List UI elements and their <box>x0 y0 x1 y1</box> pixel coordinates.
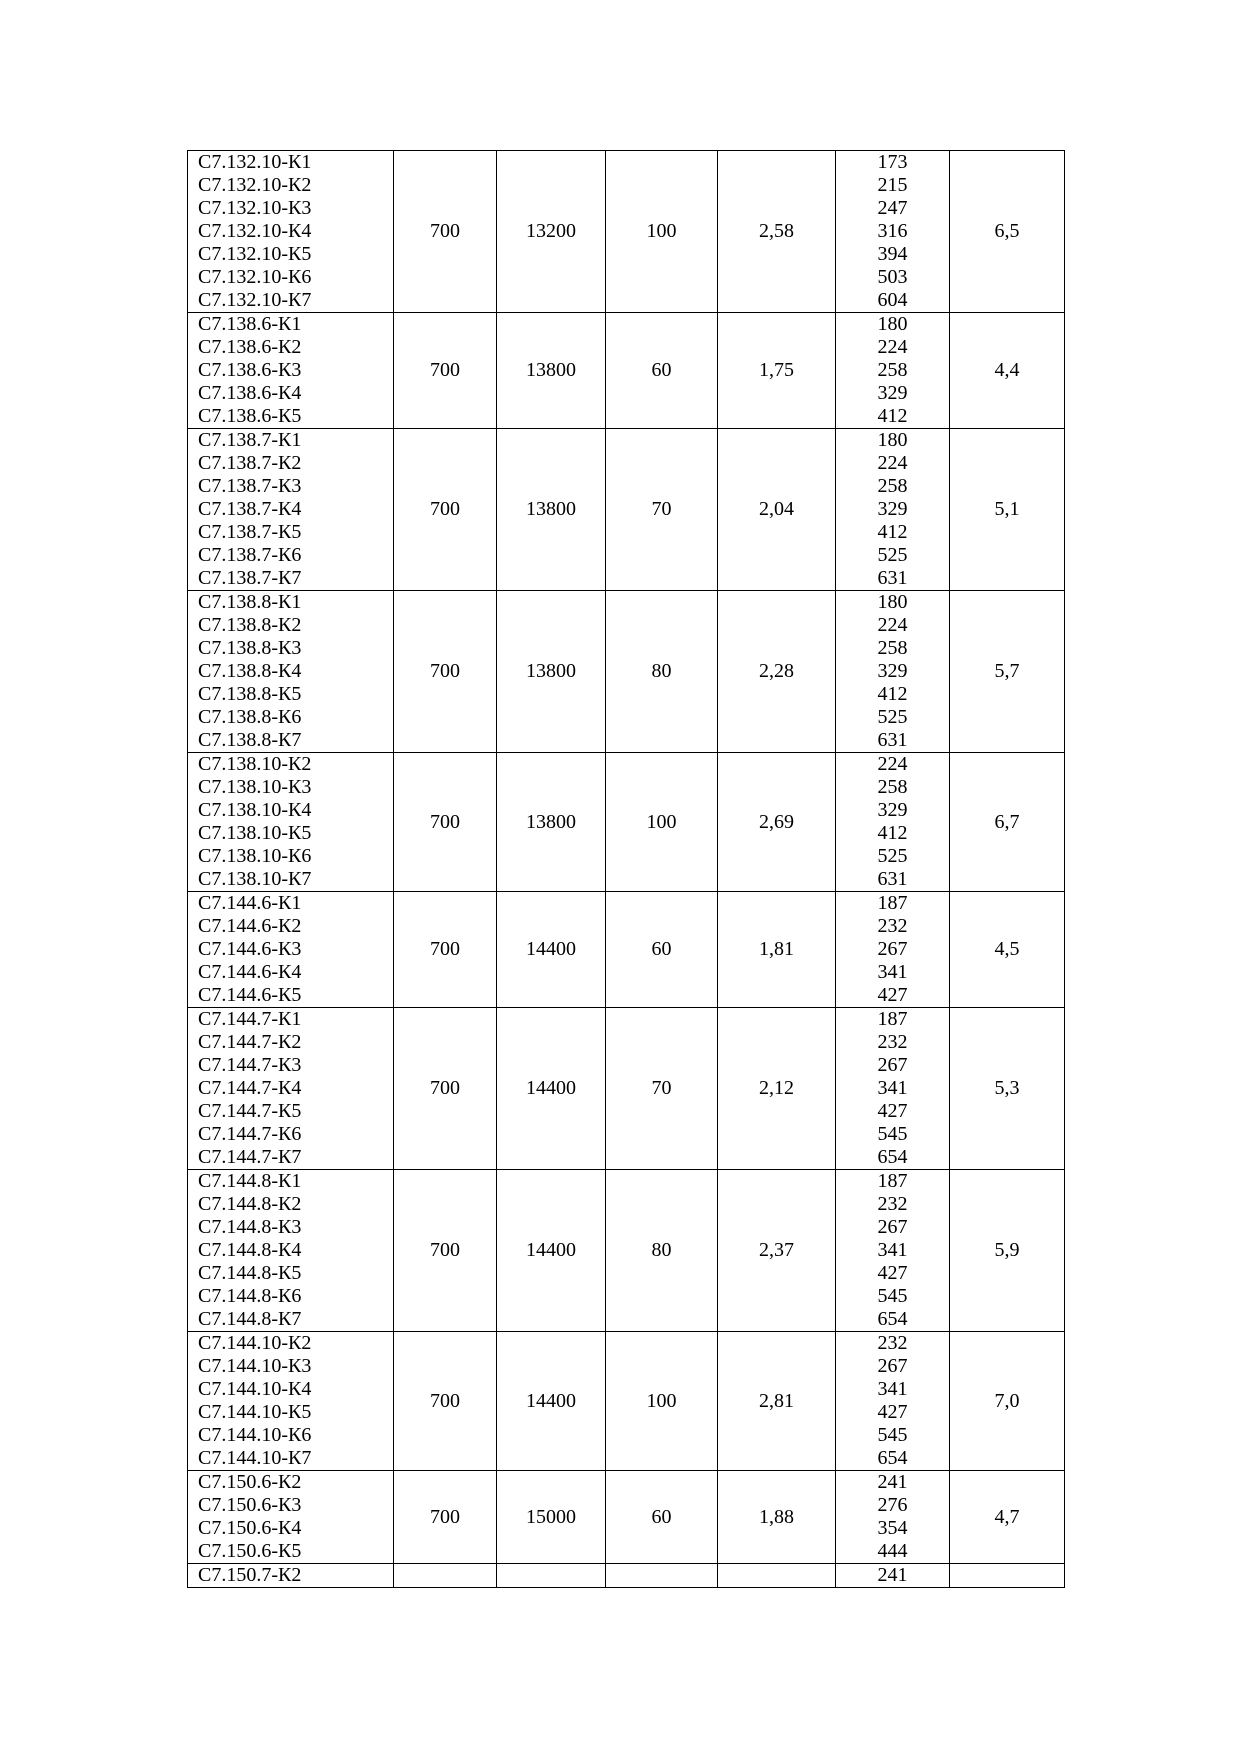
value-cell-col7: 5,9 <box>950 1170 1065 1332</box>
load-value: 631 <box>877 729 908 751</box>
value-cell-col3: 13800 <box>497 591 606 753</box>
load-value: 545 <box>877 1424 908 1446</box>
loads-cell <box>836 1170 950 1332</box>
product-code: С7.144.7-К7 <box>198 1146 302 1168</box>
load-value: 267 <box>877 1216 908 1238</box>
value-cell-col5: 2,28 <box>718 591 836 753</box>
product-code: С7.138.10-К5 <box>198 822 312 844</box>
load-value: 525 <box>877 544 908 566</box>
table-row <box>188 591 1065 753</box>
value-cell-col7 <box>950 1564 1065 1588</box>
value-cell-col3: 13800 <box>497 429 606 591</box>
loads-cell <box>836 313 950 429</box>
product-code: С7.132.10-К1 <box>198 151 312 173</box>
table-body <box>188 151 1065 1588</box>
product-code: С7.144.10-К4 <box>198 1378 312 1400</box>
load-value: 267 <box>877 1355 908 1377</box>
beam-spec-table <box>187 150 1065 1588</box>
table-row <box>188 1170 1065 1332</box>
value-cell-col5: 2,58 <box>718 151 836 313</box>
product-code: С7.132.10-К4 <box>198 220 312 242</box>
load-value: 654 <box>877 1146 908 1168</box>
load-value: 341 <box>877 961 908 983</box>
product-codes-cell <box>188 591 394 753</box>
load-value: 258 <box>877 776 908 798</box>
value-cell-col3: 14400 <box>497 1332 606 1471</box>
product-code: С7.132.10-К2 <box>198 174 312 196</box>
value-cell-col3 <box>497 1564 606 1588</box>
product-code: С7.144.7-К1 <box>198 1008 302 1030</box>
table-row <box>188 1564 1065 1588</box>
table-row <box>188 1332 1065 1471</box>
load-value: 341 <box>877 1077 908 1099</box>
load-value: 329 <box>877 799 908 821</box>
value-cell-col7: 4,5 <box>950 892 1065 1008</box>
load-value: 316 <box>877 220 908 242</box>
load-value: 224 <box>877 336 908 358</box>
product-code: С7.138.8-К6 <box>198 706 302 728</box>
value-cell-col7: 6,7 <box>950 753 1065 892</box>
load-value: 267 <box>877 1054 908 1076</box>
product-code: С7.132.10-К5 <box>198 243 312 265</box>
product-code: С7.144.8-К5 <box>198 1262 302 1284</box>
product-code: С7.144.6-К1 <box>198 892 302 914</box>
value-cell-col4: 70 <box>606 429 718 591</box>
value-cell-col2: 700 <box>394 892 497 1008</box>
load-value: 187 <box>877 1170 908 1192</box>
product-code: С7.144.8-К6 <box>198 1285 302 1307</box>
product-code: С7.144.10-К7 <box>198 1447 312 1469</box>
load-value: 173 <box>877 151 908 173</box>
loads-cell <box>836 429 950 591</box>
value-cell-col5: 2,37 <box>718 1170 836 1332</box>
product-code: С7.144.7-К4 <box>198 1077 302 1099</box>
table-row <box>188 753 1065 892</box>
load-value: 503 <box>877 266 908 288</box>
load-value: 329 <box>877 660 908 682</box>
value-cell-col7: 6,5 <box>950 151 1065 313</box>
load-value: 412 <box>877 683 908 705</box>
loads-cell <box>836 151 950 313</box>
product-code: С7.138.10-К3 <box>198 776 312 798</box>
product-codes-cell <box>188 313 394 429</box>
product-code: С7.132.10-К7 <box>198 289 312 311</box>
product-code: С7.144.7-К3 <box>198 1054 302 1076</box>
value-cell-col7: 7,0 <box>950 1332 1065 1471</box>
product-code: С7.138.6-К5 <box>198 405 302 427</box>
product-code: С7.138.8-К5 <box>198 683 302 705</box>
load-value: 427 <box>877 1100 908 1122</box>
product-code: С7.150.6-К2 <box>198 1471 302 1493</box>
product-code: С7.144.6-К4 <box>198 961 302 983</box>
value-cell-col5: 2,12 <box>718 1008 836 1170</box>
product-code: С7.144.10-К2 <box>198 1332 312 1354</box>
load-value: 545 <box>877 1285 908 1307</box>
load-value: 224 <box>877 614 908 636</box>
load-value: 412 <box>877 521 908 543</box>
load-value: 215 <box>877 174 908 196</box>
load-value: 412 <box>877 405 908 427</box>
product-code: С7.150.6-К3 <box>198 1494 302 1516</box>
product-code: С7.144.6-К5 <box>198 984 302 1006</box>
value-cell-col4: 60 <box>606 1471 718 1564</box>
product-code: С7.150.6-К4 <box>198 1517 302 1539</box>
product-code: С7.138.10-К6 <box>198 845 312 867</box>
product-code: С7.138.6-К3 <box>198 359 302 381</box>
value-cell-col7: 4,4 <box>950 313 1065 429</box>
product-code: С7.138.8-К7 <box>198 729 302 751</box>
loads-cell <box>836 1564 950 1588</box>
load-value: 604 <box>877 289 908 311</box>
value-cell-col4: 100 <box>606 753 718 892</box>
product-code: С7.138.8-К2 <box>198 614 302 636</box>
value-cell-col5: 1,88 <box>718 1471 836 1564</box>
load-value: 187 <box>877 1008 908 1030</box>
load-value: 654 <box>877 1447 908 1469</box>
product-code: С7.144.6-К3 <box>198 938 302 960</box>
load-value: 525 <box>877 845 908 867</box>
load-value: 276 <box>877 1494 908 1516</box>
value-cell-col2: 700 <box>394 591 497 753</box>
load-value: 180 <box>877 591 908 613</box>
load-value: 427 <box>877 1262 908 1284</box>
product-code: С7.144.6-К2 <box>198 915 302 937</box>
table-row <box>188 1471 1065 1564</box>
load-value: 412 <box>877 822 908 844</box>
load-value: 232 <box>877 915 908 937</box>
value-cell-col4: 70 <box>606 1008 718 1170</box>
product-codes-cell <box>188 1008 394 1170</box>
product-code: С7.138.7-К2 <box>198 452 302 474</box>
load-value: 267 <box>877 938 908 960</box>
product-code: С7.144.10-К6 <box>198 1424 312 1446</box>
product-code: С7.144.7-К6 <box>198 1123 302 1145</box>
load-value: 354 <box>877 1517 908 1539</box>
value-cell-col4: 100 <box>606 1332 718 1471</box>
value-cell-col7: 5,1 <box>950 429 1065 591</box>
product-code: С7.138.8-К3 <box>198 637 302 659</box>
product-code: С7.138.10-К7 <box>198 868 312 890</box>
product-code: С7.138.7-К7 <box>198 567 302 589</box>
load-value: 258 <box>877 637 908 659</box>
load-value: 341 <box>877 1239 908 1261</box>
value-cell-col5 <box>718 1564 836 1588</box>
load-value: 187 <box>877 892 908 914</box>
load-value: 241 <box>877 1471 908 1493</box>
load-value: 394 <box>877 243 908 265</box>
load-value: 631 <box>877 868 908 890</box>
value-cell-col2: 700 <box>394 429 497 591</box>
value-cell-col4: 80 <box>606 1170 718 1332</box>
load-value: 525 <box>877 706 908 728</box>
load-value: 232 <box>877 1031 908 1053</box>
load-value: 427 <box>877 1401 908 1423</box>
value-cell-col7: 4,7 <box>950 1471 1065 1564</box>
loads-cell <box>836 753 950 892</box>
product-code: С7.138.8-К1 <box>198 591 302 613</box>
value-cell-col3: 14400 <box>497 892 606 1008</box>
value-cell-col4: 80 <box>606 591 718 753</box>
value-cell-col5: 1,75 <box>718 313 836 429</box>
value-cell-col5: 2,81 <box>718 1332 836 1471</box>
product-codes-cell <box>188 1170 394 1332</box>
load-value: 241 <box>877 1564 908 1586</box>
load-value: 654 <box>877 1308 908 1330</box>
load-value: 224 <box>877 753 908 775</box>
table-row <box>188 429 1065 591</box>
value-cell-col4: 60 <box>606 892 718 1008</box>
product-code: С7.138.10-К4 <box>198 799 312 821</box>
value-cell-col3: 13800 <box>497 313 606 429</box>
value-cell-col5: 2,04 <box>718 429 836 591</box>
table-row <box>188 892 1065 1008</box>
product-code: С7.138.7-К3 <box>198 475 302 497</box>
value-cell-col2: 700 <box>394 1170 497 1332</box>
table-row <box>188 313 1065 429</box>
product-code: С7.138.7-К5 <box>198 521 302 543</box>
product-codes-cell <box>188 429 394 591</box>
load-value: 258 <box>877 359 908 381</box>
load-value: 232 <box>877 1332 908 1354</box>
table-row <box>188 1008 1065 1170</box>
load-value: 329 <box>877 498 908 520</box>
value-cell-col2: 700 <box>394 151 497 313</box>
product-code: С7.144.7-К2 <box>198 1031 302 1053</box>
loads-cell <box>836 1471 950 1564</box>
table-row <box>188 151 1065 313</box>
product-code: С7.138.6-К4 <box>198 382 302 404</box>
product-code: С7.138.8-К4 <box>198 660 302 682</box>
product-codes-cell <box>188 1471 394 1564</box>
load-value: 224 <box>877 452 908 474</box>
product-code: С7.150.7-К2 <box>198 1564 302 1586</box>
load-value: 329 <box>877 382 908 404</box>
load-value: 232 <box>877 1193 908 1215</box>
product-codes-cell <box>188 892 394 1008</box>
product-code: С7.138.6-К1 <box>198 313 302 335</box>
value-cell-col2 <box>394 1564 497 1588</box>
product-code: С7.132.10-К6 <box>198 266 312 288</box>
load-value: 247 <box>877 197 908 219</box>
value-cell-col7: 5,7 <box>950 591 1065 753</box>
load-value: 444 <box>877 1540 908 1562</box>
product-code: С7.144.8-К3 <box>198 1216 302 1238</box>
product-code: С7.144.8-К4 <box>198 1239 302 1261</box>
product-code: С7.144.8-К1 <box>198 1170 302 1192</box>
load-value: 258 <box>877 475 908 497</box>
product-codes-cell <box>188 753 394 892</box>
value-cell-col2: 700 <box>394 1008 497 1170</box>
product-code: С7.144.8-К2 <box>198 1193 302 1215</box>
load-value: 180 <box>877 429 908 451</box>
product-code: С7.132.10-К3 <box>198 197 312 219</box>
product-codes-cell <box>188 1332 394 1471</box>
loads-cell <box>836 1332 950 1471</box>
value-cell-col2: 700 <box>394 313 497 429</box>
product-code: С7.138.6-К2 <box>198 336 302 358</box>
product-code: С7.138.7-К4 <box>198 498 302 520</box>
value-cell-col3: 13200 <box>497 151 606 313</box>
product-code: С7.138.7-К6 <box>198 544 302 566</box>
product-code: С7.138.10-К2 <box>198 753 312 775</box>
product-code: С7.144.10-К5 <box>198 1401 312 1423</box>
product-codes-cell <box>188 1564 394 1588</box>
value-cell-col3: 14400 <box>497 1008 606 1170</box>
load-value: 180 <box>877 313 908 335</box>
loads-cell <box>836 892 950 1008</box>
value-cell-col4 <box>606 1564 718 1588</box>
product-code: С7.150.6-К5 <box>198 1540 302 1562</box>
loads-cell <box>836 591 950 753</box>
value-cell-col3: 13800 <box>497 753 606 892</box>
load-value: 427 <box>877 984 908 1006</box>
product-code: С7.138.7-К1 <box>198 429 302 451</box>
value-cell-col2: 700 <box>394 753 497 892</box>
value-cell-col5: 2,69 <box>718 753 836 892</box>
product-codes-cell <box>188 151 394 313</box>
product-code: С7.144.7-К5 <box>198 1100 302 1122</box>
load-value: 341 <box>877 1378 908 1400</box>
value-cell-col5: 1,81 <box>718 892 836 1008</box>
load-value: 545 <box>877 1123 908 1145</box>
load-value: 631 <box>877 567 908 589</box>
loads-cell <box>836 1008 950 1170</box>
value-cell-col4: 60 <box>606 313 718 429</box>
value-cell-col2: 700 <box>394 1332 497 1471</box>
product-code: С7.144.8-К7 <box>198 1308 302 1330</box>
value-cell-col4: 100 <box>606 151 718 313</box>
product-code: С7.144.10-К3 <box>198 1355 312 1377</box>
value-cell-col7: 5,3 <box>950 1008 1065 1170</box>
value-cell-col3: 15000 <box>497 1471 606 1564</box>
value-cell-col2: 700 <box>394 1471 497 1564</box>
value-cell-col3: 14400 <box>497 1170 606 1332</box>
